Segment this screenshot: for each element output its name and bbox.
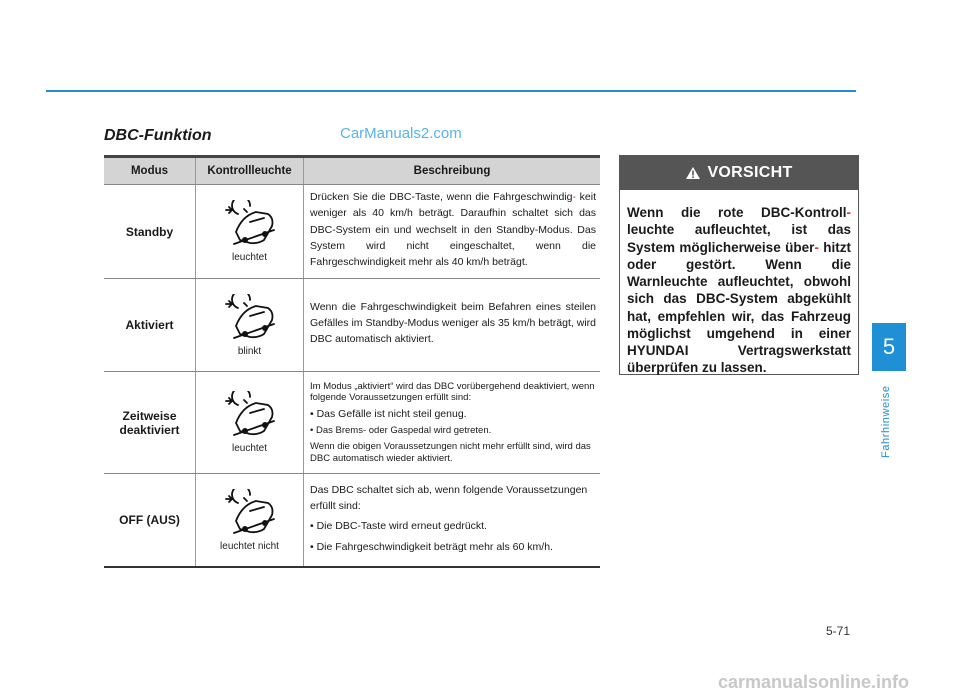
description-text: Wenn die Fahrgeschwindigkeit beim Befahren eines steilen Gefälles im Standby-Modus weniger als 35 km/h beträgt, wird DBC automatisch aktiviert. bbox=[310, 300, 596, 346]
indicator-label: leuchtet bbox=[231, 443, 268, 455]
bullet-item: • Die Fahrgeschwindigkeit beträgt mehr als 60 km/h. bbox=[310, 540, 553, 553]
caution-text-part: hitzt oder gestört. Wenn die Warnleuchte aufleuchtet, obwohl sich das DBC-System abgekühlt hat, empfehlen wir, das Fahrzeug möglichst umgehend in einer HYUNDAI Vertragswerkstatt überprüfen zu lassen. bbox=[627, 239, 851, 376]
chapter-number-tab: 5 bbox=[872, 323, 906, 371]
watermark-bottom[interactable]: carmanualsonline.info bbox=[718, 672, 910, 692]
hyphen-mark: - bbox=[846, 205, 851, 220]
table-row-zeitweise-deaktiviert bbox=[104, 372, 600, 474]
description-line: keit weniger als 40 km/h beträgt. Daraufhin schaltet sich das DBC-System ein und wechselt in den Standby-Modus. Das System wird nicht eingeschaltet, wenn die Fahrgeschwindigkeit mehr als 40 km/h beträgt. bbox=[310, 191, 596, 269]
bullet-item: • Das Brems- oder Gaspedal wird getreten. bbox=[310, 425, 492, 437]
page-number: 5-71 bbox=[826, 624, 851, 638]
hyphen-mark: - bbox=[814, 239, 819, 255]
header-indicator: Kontrollleuchte bbox=[196, 157, 304, 185]
table-header-row bbox=[104, 157, 600, 185]
warning-triangle-icon bbox=[685, 166, 701, 180]
dbc-downhill-car-icon bbox=[220, 200, 280, 250]
indicator-label: leuchtet nicht bbox=[220, 540, 279, 552]
description-cell bbox=[304, 474, 601, 568]
indicator-cell bbox=[196, 185, 304, 279]
mode-cell: OFF (AUS) bbox=[104, 474, 196, 568]
watermark-top[interactable]: CarManuals2.com bbox=[340, 125, 462, 142]
description-text: Wenn die obigen Voraussetzungen nicht mehr erfüllt sind, wird das DBC automatisch wieder aktiviert. bbox=[310, 441, 591, 465]
mode-cell bbox=[104, 372, 196, 474]
description-text: Das DBC schaltet sich ab, wenn folgende Voraussetzungen erfüllt sind: bbox=[310, 483, 588, 513]
top-rule bbox=[46, 90, 856, 92]
mode-label-line2: deaktiviert bbox=[119, 422, 180, 437]
indicator-label: leuchtet bbox=[231, 252, 268, 264]
bullet-item: • Das Gefälle ist nicht steil genug. bbox=[310, 408, 467, 421]
indicator-cell bbox=[196, 279, 304, 372]
dbc-downhill-car-icon bbox=[220, 294, 280, 344]
caution-text bbox=[620, 190, 858, 377]
dbc-downhill-car-icon bbox=[220, 489, 280, 539]
indicator-label: blinkt bbox=[237, 345, 262, 357]
hyphen-mark: - bbox=[572, 191, 576, 203]
mode-cell: Standby bbox=[104, 185, 196, 279]
caution-text-part: leuchte aufleuchtet, ist das System möglicherweise über bbox=[627, 222, 851, 255]
header-description: Beschreibung bbox=[304, 157, 601, 185]
section-title: DBC-Funktion bbox=[104, 127, 212, 144]
mode-label-line1: Zeitweise bbox=[122, 408, 177, 423]
description-text bbox=[310, 189, 596, 270]
caution-title: VORSICHT bbox=[707, 164, 793, 181]
bullet-item: • Die DBC-Taste wird erneut gedrückt. bbox=[310, 520, 487, 533]
caution-text-part: Wenn die rote DBC-Kontroll bbox=[627, 205, 847, 220]
indicator-cell bbox=[196, 372, 304, 474]
dbc-mode-table bbox=[104, 155, 600, 568]
description-text: Im Modus „aktiviert“ wird das DBC vorübergehend deaktiviert, wenn folgende Voraussetzungen erfüllt sind: bbox=[310, 380, 595, 404]
description-cell bbox=[304, 279, 601, 372]
caution-box bbox=[619, 155, 859, 375]
description-cell bbox=[304, 185, 601, 279]
header-mode: Modus bbox=[104, 157, 196, 185]
table-row-standby bbox=[104, 185, 600, 279]
caution-header bbox=[620, 156, 858, 190]
description-line: Drücken Sie die DBC-Taste, wenn die Fahrgeschwindig bbox=[310, 191, 573, 203]
description-cell bbox=[304, 372, 601, 474]
indicator-cell bbox=[196, 474, 304, 568]
table-row-aktiviert bbox=[104, 279, 600, 372]
dbc-downhill-car-icon bbox=[220, 391, 280, 441]
chapter-label: Fahrhinweise bbox=[880, 385, 892, 458]
mode-cell: Aktiviert bbox=[104, 279, 196, 372]
table-row-off bbox=[104, 474, 600, 568]
